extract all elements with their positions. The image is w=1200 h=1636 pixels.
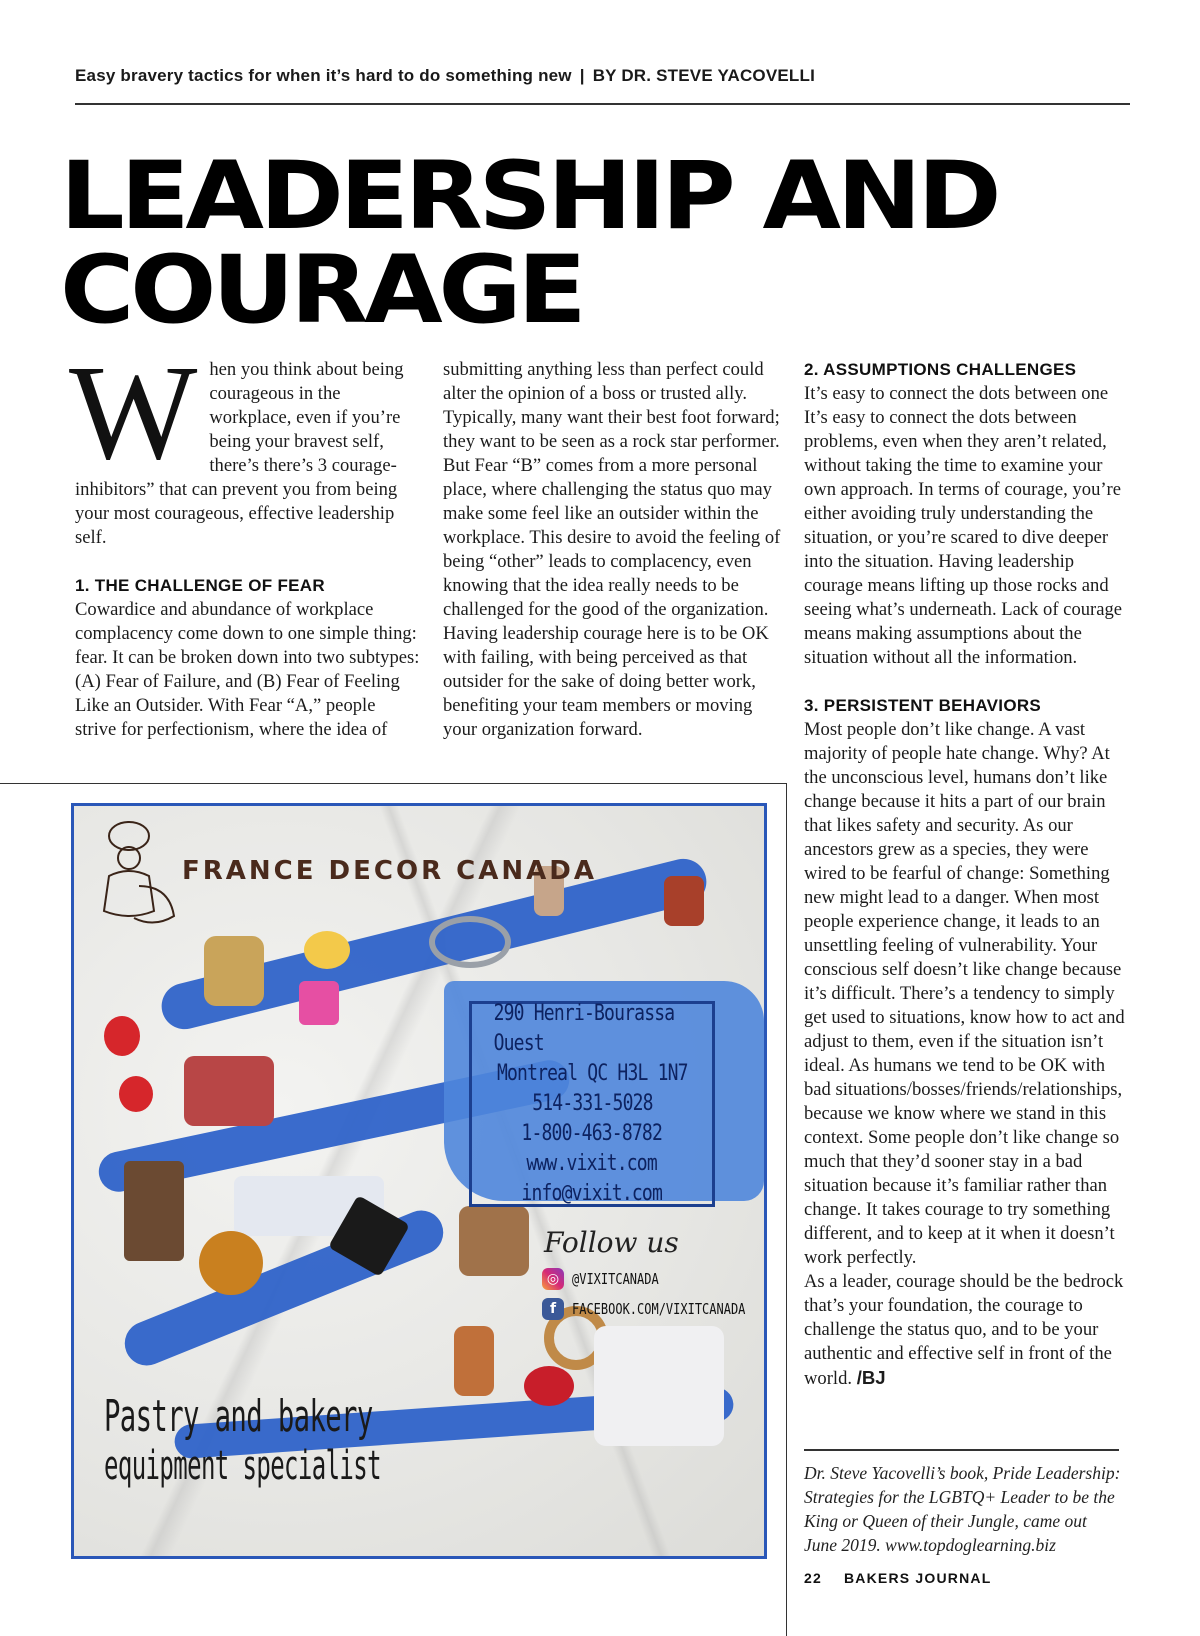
column-2 [443,358,783,742]
phone-tollfree[interactable]: 1-800-463-8782 [521,1121,663,1146]
facebook-url: FACEBOOK.COM/VIXITCANADA [572,1300,746,1318]
closing-text: As a leader, courage should be the bedrock that’s your foundation, the courage to challenge the status quo, and to be your authentic and effective self in front of the world. [804,1271,1124,1389]
page-footer [804,1570,991,1586]
product-strawberry [119,1076,153,1112]
section-2-body: It’s easy to connect the dots between one It’s easy to connect the dots between problems, even when they aren’t related, without taking the time to examine your own approach. In terms of courage, you’re either avoiding truly understanding the situation, or you’re scared to dive deeper into the situation. Having leadership courage means lifting up those rocks and seeing what’s underneath. Lack of courage means making assumptions about the situation without all the information. [804,383,1123,668]
bio-rule [804,1449,1119,1451]
publication-name: BAKERS JOURNAL [843,1570,992,1586]
signoff: /BJ [856,1367,886,1388]
instagram-link[interactable] [542,1268,680,1290]
address-box [469,1001,715,1207]
section-1-heading: 1. THE CHALLENGE OF FEAR [75,576,325,595]
article-header [75,66,1130,86]
section-3-body: Most people don’t like change. A vast majority of people hate change. Why? At the unconscious level, humans don’t like change because it hits a part of our brain that likes safety and security. As our ancestors grew as a species, they were wired to be fearful of change: Something new might lead to a danger. When most people experience change, it leads to an unsettling feeling of vulnerability. Your conscious self doesn’t like change because it’s difficult. There’s a tendency to simply get used to situations, know how to act and adjust to them, even if the situation isn’t ideal. As humans we tend to be OK with bad situations/bosses/friends/relationships, because we know where we stand in this context. Some people don’t like change so much that they’d sooner stay in a bad situation because it’s familiar rather than change. It takes courage to try something different, and to keep at it when it doesn’t work perfectly. [804,719,1125,1268]
product-chocolate [124,1161,184,1261]
website-link[interactable]: www.vixit.com [526,1151,658,1176]
chef-icon [84,816,184,936]
ad-frame-top [0,783,787,784]
byline: BY DR. STEVE YACOVELLI [592,66,816,85]
product-cannele-mold [454,1326,494,1396]
product-strawberry [104,1016,140,1056]
intro-text: hen you think about being courageous in the workplace, even if you’re being your bravest self, there’s there’s 3 courage-inhibitors” that can prevent you from being your most courageous, effective leadership self. [75,359,404,548]
section-1-body-part2: submitting anything less than perfect could alter the opinion of a boss or trusted ally. Typically, many want their best foot forward; they want to be seen as a rock star performer. But Fear “B” comes from a more personal place, where challenging the status quo may make some feel like an outsider within the workplace. This desire to avoid the feeling of being “other” leads to complacency, even knowing that the idea really needs to be challenged for the good of the organization. Having leadership courage here is to be OK with failing, with being perceived as that outsider for the sake of doing better work, benefiting your team members or moving your organization forward. [443,359,781,740]
follow-us: Follow us [544,1226,679,1259]
section-1-body-part1: Cowardice and abundance of workplace complacency come down to one simple thing: fear. It can be broken down into two subtypes: (A) Fear of Failure, and (B) Fear of Feeling Like an Outsider. With Fear “A,” people strive for perfectionism, where the idea of [75,599,420,740]
phone-local[interactable]: 514-331-5028 [531,1091,653,1116]
ad-tagline [104,1391,566,1489]
product-bag [204,936,264,1006]
tagline-line-1: Pastry and bakery [104,1391,373,1442]
product-verrines [184,1056,274,1126]
intro-paragraph [69,338,420,550]
address-line: 290 Henri-Bourassa Ouest [493,1001,675,1056]
page-number: 22 [804,1570,822,1586]
product-ring [429,916,511,968]
product-paper-mold [459,1206,529,1276]
kicker: Easy bravery tactics for when it’s hard to do something new [75,66,572,85]
section-3-closing [804,1270,1134,1391]
email-link[interactable]: info@vixit.com [521,1181,663,1206]
instagram-icon: ◎ [542,1268,564,1290]
title-line-2: COURAGE [60,236,583,345]
advertisement[interactable] [71,803,767,1559]
author-bio: Dr. Steve Yacovelli’s book, Pride Leadership: Strategies for the LGBTQ+ Leader to be the King or Queen of their Jungle, came out June 2019. www.topdoglearning.biz [804,1463,1121,1555]
product-silicone-mold [594,1326,724,1446]
product-cup [304,931,350,969]
header-separator: | [579,66,585,85]
facebook-link[interactable] [542,1298,767,1320]
article-title [60,142,1200,345]
tagline-line-2: equipment specialist [104,1443,381,1489]
product-madeleine [199,1231,263,1295]
address-line: Montreal QC H3L 1N7 [496,1061,688,1086]
product-cup [299,981,339,1025]
facebook-icon: f [542,1298,564,1320]
column-1 [69,338,420,742]
section-2-heading: 2. ASSUMPTIONS CHALLENGES [804,360,1077,379]
drop-cap: W [69,338,198,488]
column-3 [804,358,1134,1391]
title-line-1: LEADERSHIP AND [60,142,998,251]
ad-brand-name: FRANCE DECOR CANADA [182,856,597,886]
instagram-handle: @VIXITCANADA [572,1270,659,1288]
section-3-heading: 3. PERSISTENT BEHAVIORS [804,696,1042,715]
ad-frame-right [786,783,787,1636]
product-liner [664,876,704,926]
header-rule [75,103,1130,105]
